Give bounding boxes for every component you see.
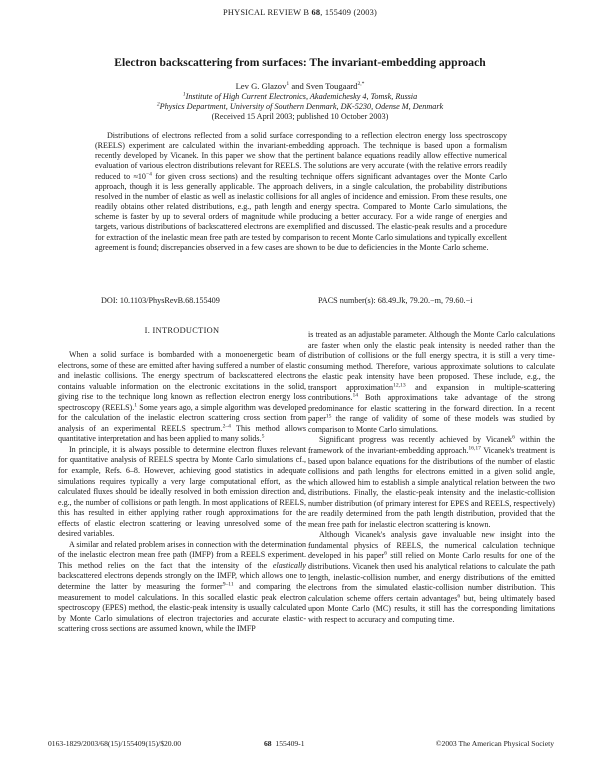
reference-link[interactable]: 6: [384, 550, 388, 557]
left-column: [58, 350, 306, 635]
journal-name: PHYSICAL REVIEW B: [222, 8, 310, 17]
running-header: PHYSICAL REVIEW B 68, 155409 (2003): [222, 8, 378, 17]
affiliation-2: $^2$Physics Department, University of Southern Denmark, DK-5230, Odense M, Denmark: [156, 101, 444, 111]
article-number: 155409 (2003): [324, 8, 378, 17]
reference-link[interactable]: 9–11: [222, 581, 234, 588]
affiliation-1: $^1$Institute of High Current Electronics, Akademichesky 4, Tomsk, Russia: [182, 91, 418, 101]
reference-link[interactable]: 1: [134, 402, 138, 409]
footer-page-number: 68 155409-1: [264, 739, 305, 748]
paragraph: is treated as an adjustable parameter. Although the Monte Carlo calculations are faster when only the elastic peak intensity is needed rather than the distribution of collisions or the full energy spectra, it is still a very time-consuming method. Therefore, various approximate solutions to calculate the elastic peak intensity have been proposed. These include, e.g., the transport approximation$^{12,13}$ and expansion in multiple-scattering contributions.$^{14}$ Both approximations take advantage of the strong predominance for elastic scattering in the forward direction. In a recent paper$^{15}$ the range of validity of some of these models was studied by comparison to Monte Carlo simulations.: [308, 330, 556, 434]
reference-link[interactable]: 6: [512, 434, 515, 441]
footer-copyright: ©2003 The American Physical Society: [435, 739, 554, 748]
abstract: Distributions of electrons reflected from a solid surface corresponding to a reflection electron energy loss spectroscopy (REELS) experiment are calculated within the invariant-embedding approach. The technique is based upon a formalism recently developed by Vicanek. In this paper we show that the pertinent balance equations readily allow effective numerical evaluation of various electron distributions relevant for REELS. The solutions are very accurate (with the relative errors readily reduced to $\approx 10^{-4}$ for given cross sections) and the resulting technique offers significant advantages over the Monte Carlo approach, though it is less generally applicable. The approach delivers, in a single calculation, the probability distributions resolved in the number of elastic as well as inelastic collisions for all angles of incidence and emission. From these results, one readily obtains other related distributions, e.g., path length and energy spectra. Compared to Monte Carlo simulations, the scheme is faster by up to several orders of magnitude while producing a better accuracy. For a wide range of energies and targets, various distributions of backscattered electrons are exemplified and discussed. The elastic-peak results and a procedure for extraction of the inelastic mean free path are tested by comparison to recent Monte Carlo simulations and typically excellent agreement is found; discrepancies observed in a few cases are shown to be due to deficiencies in the Monte Carlo scheme.: [95, 131, 507, 252]
reference-link[interactable]: 14: [352, 392, 359, 399]
reference-link[interactable]: 16,17: [468, 445, 481, 452]
reference-link[interactable]: 5: [261, 433, 265, 440]
paragraph: When a solid surface is bombarded with a monoenergetic beam of electrons, some of these are emitted after having suffered a number of elastic and inelastic collisions. The energy spectrum of backscattered electrons contains valuable information on the electronic excitations in the solid, giving rise to the technique long known as reflection electron energy loss spectroscopy (REELS).$^1$ Some years ago, a simple algorithm was developed for the calculation of the inelastic electron scattering cross section from analysis of an experimental REELS spectrum.$^{2-4}$ This method allows quantitative interpretation and has been applied to many solids.$^5$: [58, 350, 307, 444]
received-dates: (Received 15 April 2003; published 10 October 2003): [211, 112, 389, 121]
author-tougaard: Sven Tougaard: [305, 81, 358, 91]
journal-volume: 68: [311, 8, 321, 17]
reference-link[interactable]: 15: [325, 413, 332, 420]
reference-link[interactable]: 6: [457, 593, 461, 599]
paragraph: Although Vicanek's analysis gave invaluable new insight into the fundamental physics of REELS, the numerical calculation technique developed in his paper$^6$ still relied on Monte Carlo results for one of the distributions. Vicanek then used his analytical relations to calculate the path length, inelastic-collision number, and energy distributions of the emitted electrons from the simulated elastic-collision number distribution. This calculation scheme offers certain advantages$^6$ but, being ultimately based upon Monte Carlo (MC) results, it still has the corresponding limitations with respect to accuracy and computing time.: [308, 530, 556, 624]
doi-link[interactable]: DOI: 10.1103/PhysRevB.68.155409: [101, 296, 220, 305]
pacs-numbers: PACS number(s): 68.49.Jk, 79.20.−m, 79.60.−i: [318, 296, 473, 305]
paragraph: A similar and related problem arises in connection with the determination of the inelastic electron mean free path (IMFP) from a REELS experiment. This method relies on the fact that the intensity of the elastically backscattered electrons depends strongly on the IMFP, which allows one to determine the latter by measuring the former$^{9-11}$ and comparing the measurement to model calculations. In this socalled elastic peak electron spectroscopy (EPES) method, the elastic-peak intensity is usually calculated by Monte Carlo simulations of electron trajectories and accurate elastic-scattering cross sections are assumed known, while the IMFP: [58, 539, 306, 634]
reference-link[interactable]: 12,13: [393, 382, 406, 389]
right-column: [308, 330, 555, 625]
corresponding-author-link[interactable]: 2,*: [357, 81, 365, 88]
author-glazov: Lev G. Glazov: [235, 81, 287, 91]
section-heading-introduction: I. INTRODUCTION: [144, 326, 220, 335]
paper-title: Electron backscattering from surfaces: The invariant-embedding approach: [114, 56, 486, 69]
author-list: Lev G. Glazov$^1$ and Sven Tougaard$^{2,*}$: [235, 81, 365, 91]
footer-issn: 0163-1829/2003/68(15)/155409(15)/$20.00: [48, 739, 182, 748]
paragraph: Significant progress was recently achieved by Vicanek$^6$ within the framework of the invariant-embedding approach.$^{16,17}$ Vicanek's treatment is based upon balance equations for the distributions of the number of elastic collisions and path lengths for electrons emitted in a given solid angle, which allowed him to establish a simple analytical relation between the two distributions. Finally, the elastic-peak intensity and the inelastic-collision number distribution (of primary interest for EPES and REELS, respectively) are readily determined from the path length distribution, provided that the mean free path for inelastic electron scattering is known.: [308, 434, 555, 529]
paragraph: In principle, it is always possible to determine electron fluxes relevant for quantitative analysis of REELS spectra by Monte Carlo simulations cf., for example, Refs. 6–8. However, achieving good statistics in adequate simulations requires typically a very large computational effort, as the calculated fluxes should be ideally resolved in both emission direction and, e.g., the number of collisions or path length. In most applications of REELS, this has resulted in either applying rather rough approximations for the effects of elastic electron scattering or leaving unresolved some of the desired variables.: [58, 444, 306, 539]
reference-link[interactable]: 2–4: [222, 423, 231, 430]
